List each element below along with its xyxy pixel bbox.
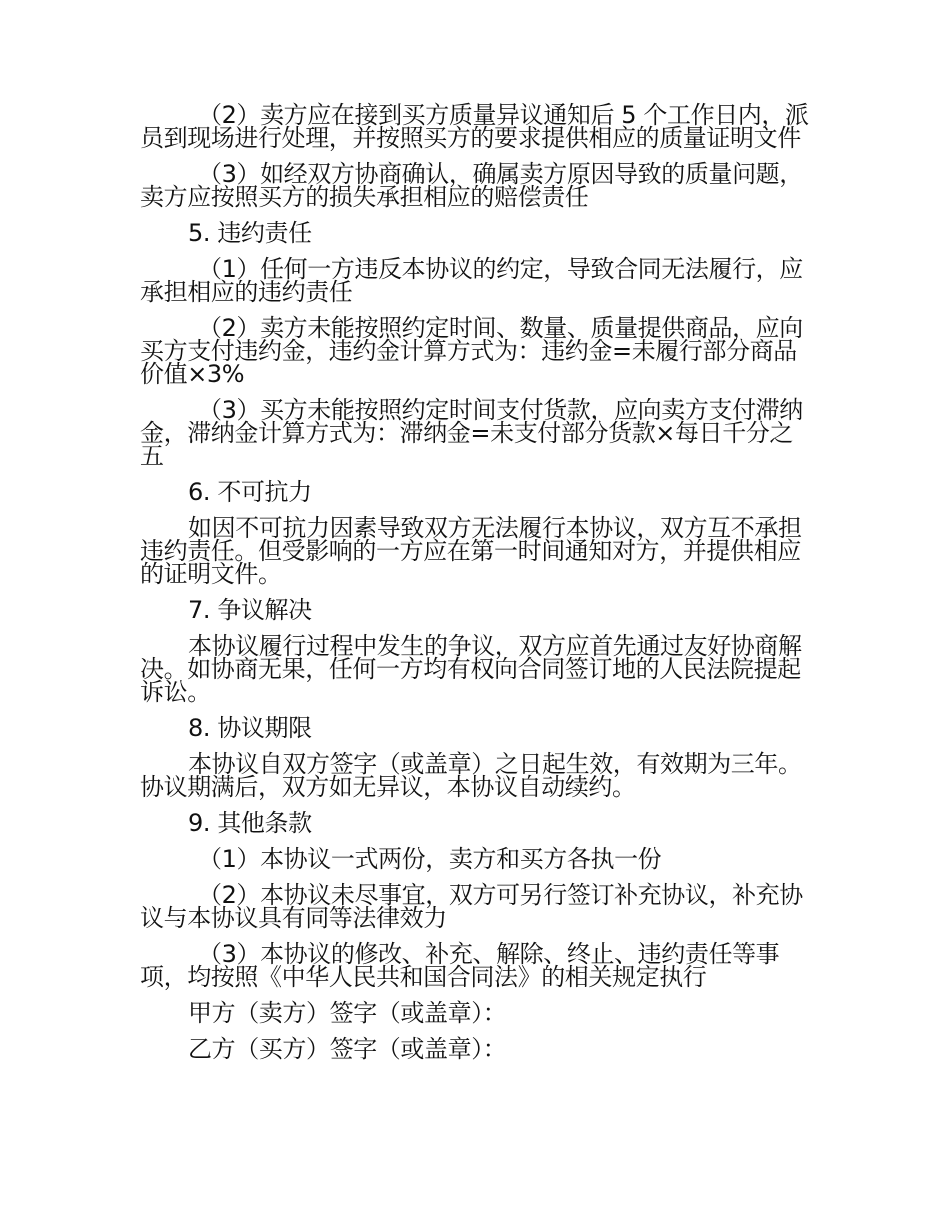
document-body bbox=[140, 101, 812, 1063]
clause-5-1: （1）任何一方违反本协议的约定，导致合同无法履行，应承担相应的违约责任 bbox=[140, 255, 803, 306]
clause-9-2: （2）本协议未尽事宜，双方可另行签订补充协议，补充协议与本协议具有同等法律效力 bbox=[140, 881, 803, 932]
clause-7-body: 本协议履行过程中发生的争议，双方应首先通过友好协商解决。如协商无果，任何一方均有权向合同签订地的人民法院提起诉讼。 bbox=[140, 632, 802, 706]
clause-8-body: 本协议自双方签字（或盖章）之日起生效，有效期为三年。协议期满后，双方如无异议，本协议自动续约。 bbox=[140, 750, 802, 801]
signature-line-seller: 甲方（卖方）签字（或盖章）： bbox=[188, 999, 507, 1027]
clause-4-3: （3）如经双方协商确认，确属卖方原因导致的质量问题，卖方应按照买方的损失承担相应的赔偿责任 bbox=[140, 160, 803, 211]
section-heading-dispute: 7. 争议解决 bbox=[188, 596, 312, 624]
clause-5-3: （3）买方未能按照约定时间支付货款，应向卖方支付滞纳金，滞纳金计算方式为：滞纳金=未支付部分货款×每日千分之五 bbox=[140, 396, 803, 470]
signature-line-buyer: 乙方（买方）签字（或盖章）： bbox=[188, 1035, 507, 1063]
clause-6-body: 如因不可抗力因素导致双方无法履行本协议，双方互不承担违约责任。但受影响的一方应在第一时间通知对方，并提供相应的证明文件。 bbox=[140, 514, 802, 588]
section-heading-force-majeure: 6. 不可抗力 bbox=[188, 478, 312, 506]
section-heading-term: 8. 协议期限 bbox=[188, 714, 312, 742]
clause-9-1: （1）本协议一式两份，卖方和买方各执一份 bbox=[198, 845, 662, 873]
section-heading-other: 9. 其他条款 bbox=[188, 809, 312, 837]
clause-4-2: （2）卖方应在接到买方质量异议通知后 5 个工作日内，派员到现场进行处理，并按照买方的要求提供相应的质量证明文件 bbox=[140, 101, 809, 152]
section-heading-breach: 5. 违约责任 bbox=[188, 219, 312, 247]
clause-9-3: （3）本协议的修改、补充、解除、终止、违约责任等事项，均按照《中华人民共和国合同法》的相关规定执行 bbox=[140, 940, 780, 991]
clause-5-2: （2）卖方未能按照约定时间、数量、质量提供商品，应向买方支付违约金，违约金计算方式为：违约金=未履行部分商品价值×3% bbox=[140, 314, 803, 388]
